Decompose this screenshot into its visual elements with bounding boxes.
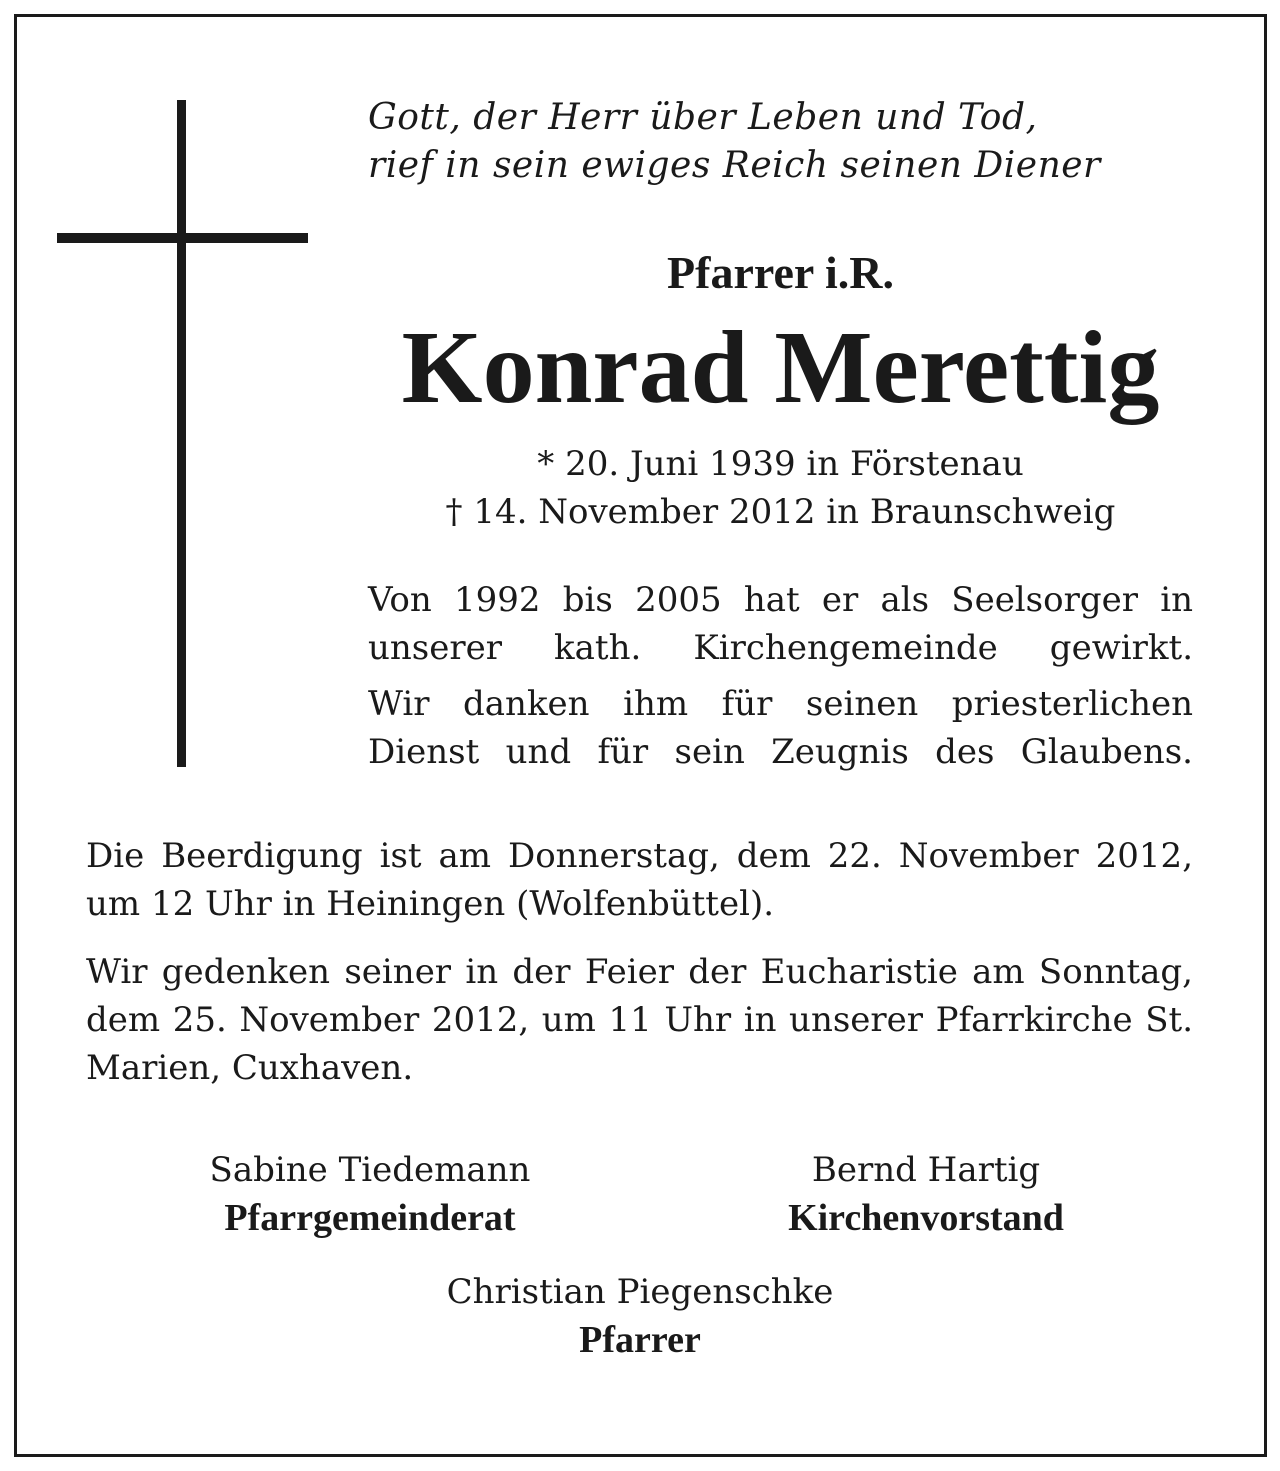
funeral-info bbox=[86, 832, 1193, 1112]
signature-role: Pfarrgemeinderat bbox=[224, 1197, 516, 1239]
signature-block bbox=[676, 1146, 1176, 1242]
deceased-title: Pfarrer i.R. bbox=[667, 247, 894, 298]
intro-line-1: Gott, der Herr über Leben und Tod, bbox=[368, 97, 1038, 138]
signature-block bbox=[390, 1268, 890, 1364]
funeral-paragraph-2: Wir gedenken seiner in der Feier der Eucharistie am Sonntag, dem 25. November 2012, um 11 Uhr in unserer Pfarrkirche St. Marien, Cuxhaven. bbox=[86, 952, 1193, 1088]
bio-paragraph-2: Wir danken ihm für seinen priesterlichen Dienst und für sein Zeugnis des Glaubens. bbox=[368, 684, 1193, 772]
signature-name: Bernd Hartig bbox=[811, 1150, 1041, 1190]
signature-role: Kirchenvorstand bbox=[788, 1197, 1064, 1239]
bio-paragraph-1: Von 1992 bis 2005 hat er als Seelsorger in unserer kath. Kirchengemeinde gewirkt. bbox=[368, 580, 1193, 668]
intro-verse bbox=[368, 94, 1168, 190]
signature-name: Christian Piegenschke bbox=[446, 1272, 834, 1312]
funeral-paragraph-1: Die Beerdigung ist am Donnerstag, dem 22. November 2012, um 12 Uhr in Heiningen (Wolfenbüttel). bbox=[86, 836, 1193, 924]
biography bbox=[368, 576, 1193, 784]
signature-role: Pfarrer bbox=[579, 1319, 701, 1361]
signature-block bbox=[120, 1146, 620, 1242]
intro-line-2: rief in sein ewiges Reich seinen Diener bbox=[368, 145, 1101, 186]
birth-date: * 20. Juni 1939 in Förstenau bbox=[537, 444, 1024, 484]
life-dates bbox=[368, 440, 1193, 536]
signature-name: Sabine Tiedemann bbox=[209, 1150, 531, 1190]
cross-icon bbox=[177, 100, 186, 767]
death-date: † 14. November 2012 in Braunschweig bbox=[445, 492, 1116, 532]
cross-icon-crossbar bbox=[57, 233, 308, 243]
deceased-name: Konrad Merettig bbox=[401, 310, 1160, 425]
